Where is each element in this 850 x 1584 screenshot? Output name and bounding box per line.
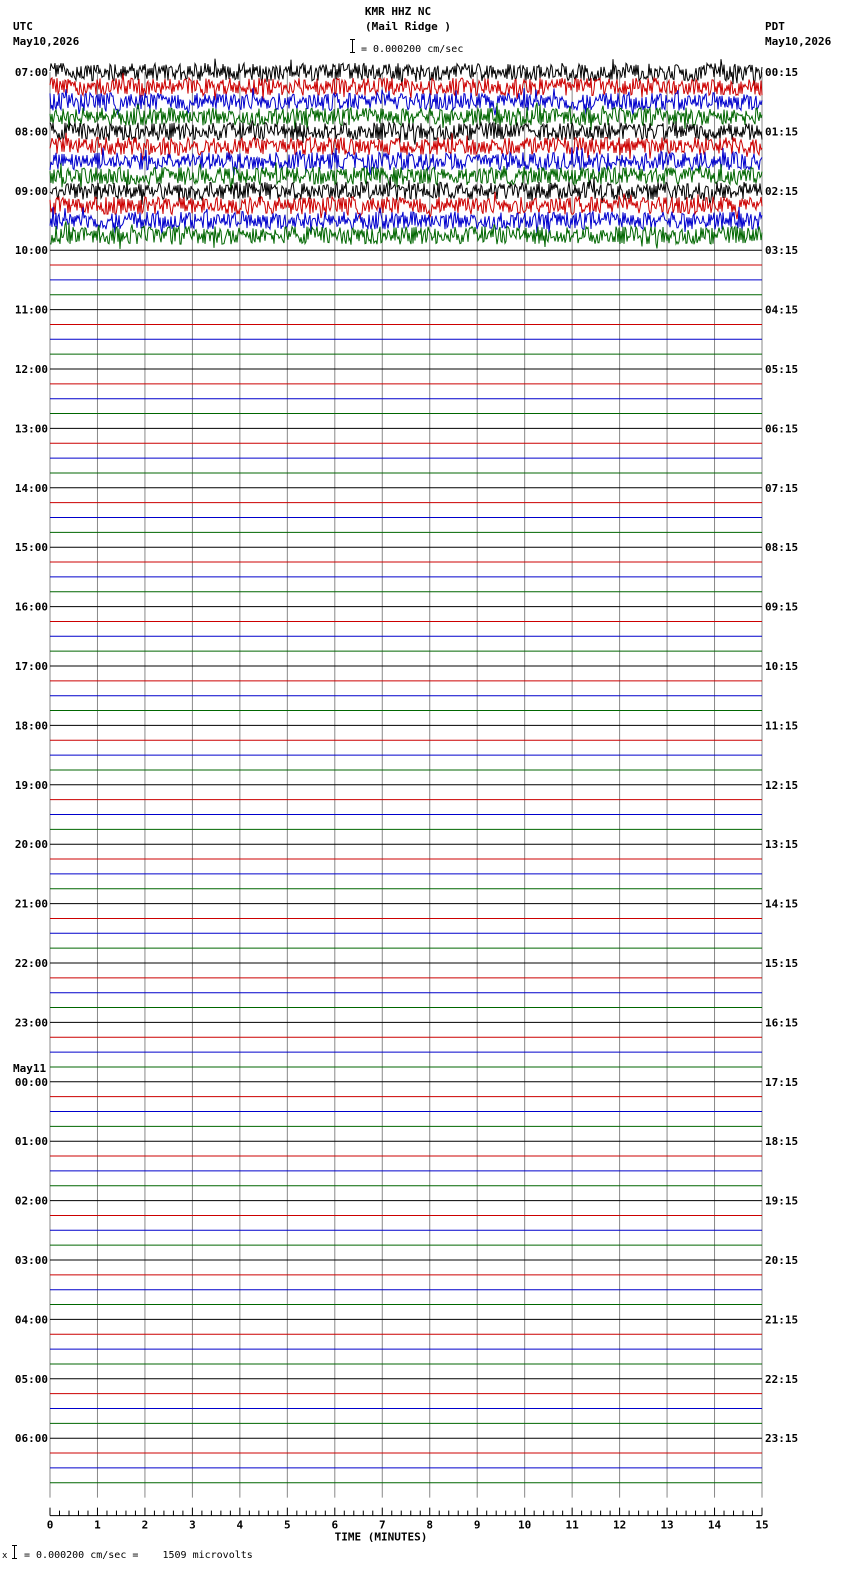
left-hour-label-17: 00:00 [14,1075,48,1089]
left-hour-label-1: 08:00 [14,125,48,139]
day-change-label: May11 [13,1061,47,1075]
right-hour-label-20: 20:15 [765,1254,799,1267]
left-hour-label-0: 07:00 [14,66,48,79]
scale-label: = 0.000200 cm/sec [361,44,464,55]
x-tick-label-4: 4 [236,1518,244,1532]
left-hour-label-20: 03:00 [14,1254,48,1267]
left-hour-label-8: 15:00 [14,541,48,555]
station-location: (Mail Ridge ) [364,20,452,33]
right-hour-label-12: 12:15 [765,778,799,792]
left-date: May10,2026 [13,35,80,48]
left-hour-label-18: 01:00 [14,1135,48,1149]
right-hour-label-3: 03:15 [765,244,799,258]
right-hour-label-0: 00:15 [765,66,799,79]
right-hour-label-19: 19:15 [765,1194,799,1208]
left-hour-label-13: 20:00 [14,838,48,852]
right-hour-label-9: 09:15 [765,600,799,614]
x-tick-label-6: 6 [331,1518,339,1532]
right-hour-label-15: 15:15 [765,957,799,970]
left-timezone: UTC [13,20,33,33]
right-hour-label-13: 13:15 [765,838,799,852]
right-hour-label-6: 06:15 [765,422,799,436]
x-tick-label-15: 15 [755,1518,769,1532]
x-tick-label-13: 13 [660,1518,674,1532]
x-tick-label-5: 5 [284,1518,291,1532]
right-hour-label-1: 01:15 [765,125,799,139]
x-tick-label-14: 14 [707,1518,722,1532]
x-tick-label-0: 0 [46,1518,54,1532]
left-hour-label-12: 19:00 [14,778,48,792]
x-tick-label-10: 10 [518,1518,532,1532]
x-tick-label-3: 3 [189,1518,196,1532]
left-hour-label-16: 23:00 [14,1016,48,1030]
right-hour-label-18: 18:15 [765,1135,799,1149]
left-hour-label-14: 21:00 [14,897,48,911]
left-hour-label-22: 05:00 [14,1372,48,1386]
right-hour-label-14: 14:15 [765,897,799,911]
right-hour-label-10: 10:15 [765,660,799,673]
left-hour-label-19: 02:00 [14,1194,48,1208]
left-hour-label-21: 04:00 [14,1313,48,1327]
left-hour-label-3: 10:00 [14,244,48,258]
right-hour-label-16: 16:15 [765,1016,799,1030]
left-hour-label-11: 18:00 [14,719,48,733]
right-hour-label-4: 04:15 [765,303,799,317]
left-hour-label-2: 09:00 [14,184,48,198]
trace-row-4 [50,120,762,144]
x-tick-label-1: 1 [94,1518,101,1532]
x-tick-label-9: 9 [473,1518,481,1532]
right-hour-label-2: 02:15 [765,184,799,198]
right-date: May10,2026 [765,35,832,48]
left-hour-label-15: 22:00 [14,957,48,970]
trace-row-5 [50,133,762,161]
left-hour-label-23: 06:00 [14,1432,48,1446]
x-tick-label-12: 12 [612,1518,627,1532]
left-hour-label-10: 17:00 [14,660,48,673]
left-hour-label-5: 12:00 [14,363,48,376]
right-hour-label-7: 07:15 [765,481,799,495]
right-timezone: PDT [765,20,785,33]
left-hour-label-4: 11:00 [14,303,48,317]
x-tick-label-11: 11 [565,1518,579,1532]
x-axis-label: TIME (MINUTES) [334,1530,428,1544]
right-hour-label-17: 17:15 [765,1075,799,1089]
footer-scale-label: = 0.000200 cm/sec = 1509 microvolts [24,1550,253,1561]
left-hour-label-7: 14:00 [14,481,48,495]
right-hour-label-22: 22:15 [765,1372,799,1386]
left-hour-label-9: 16:00 [14,600,48,614]
left-hour-label-6: 13:00 [14,422,48,436]
x-tick-label-8: 8 [426,1518,434,1532]
right-hour-label-11: 11:15 [765,719,799,733]
station-title: KMR HHZ NC [364,5,432,18]
right-hour-label-8: 08:15 [765,541,799,555]
x-tick-label-2: 2 [141,1518,149,1532]
right-hour-label-5: 05:15 [765,363,799,376]
right-hour-label-21: 21:15 [765,1313,799,1327]
footer-scale-bar-icon [14,1545,15,1559]
x-tick-label-7: 7 [378,1518,386,1532]
right-hour-label-23: 23:15 [765,1432,799,1446]
footer-prefix: x [2,1551,8,1561]
